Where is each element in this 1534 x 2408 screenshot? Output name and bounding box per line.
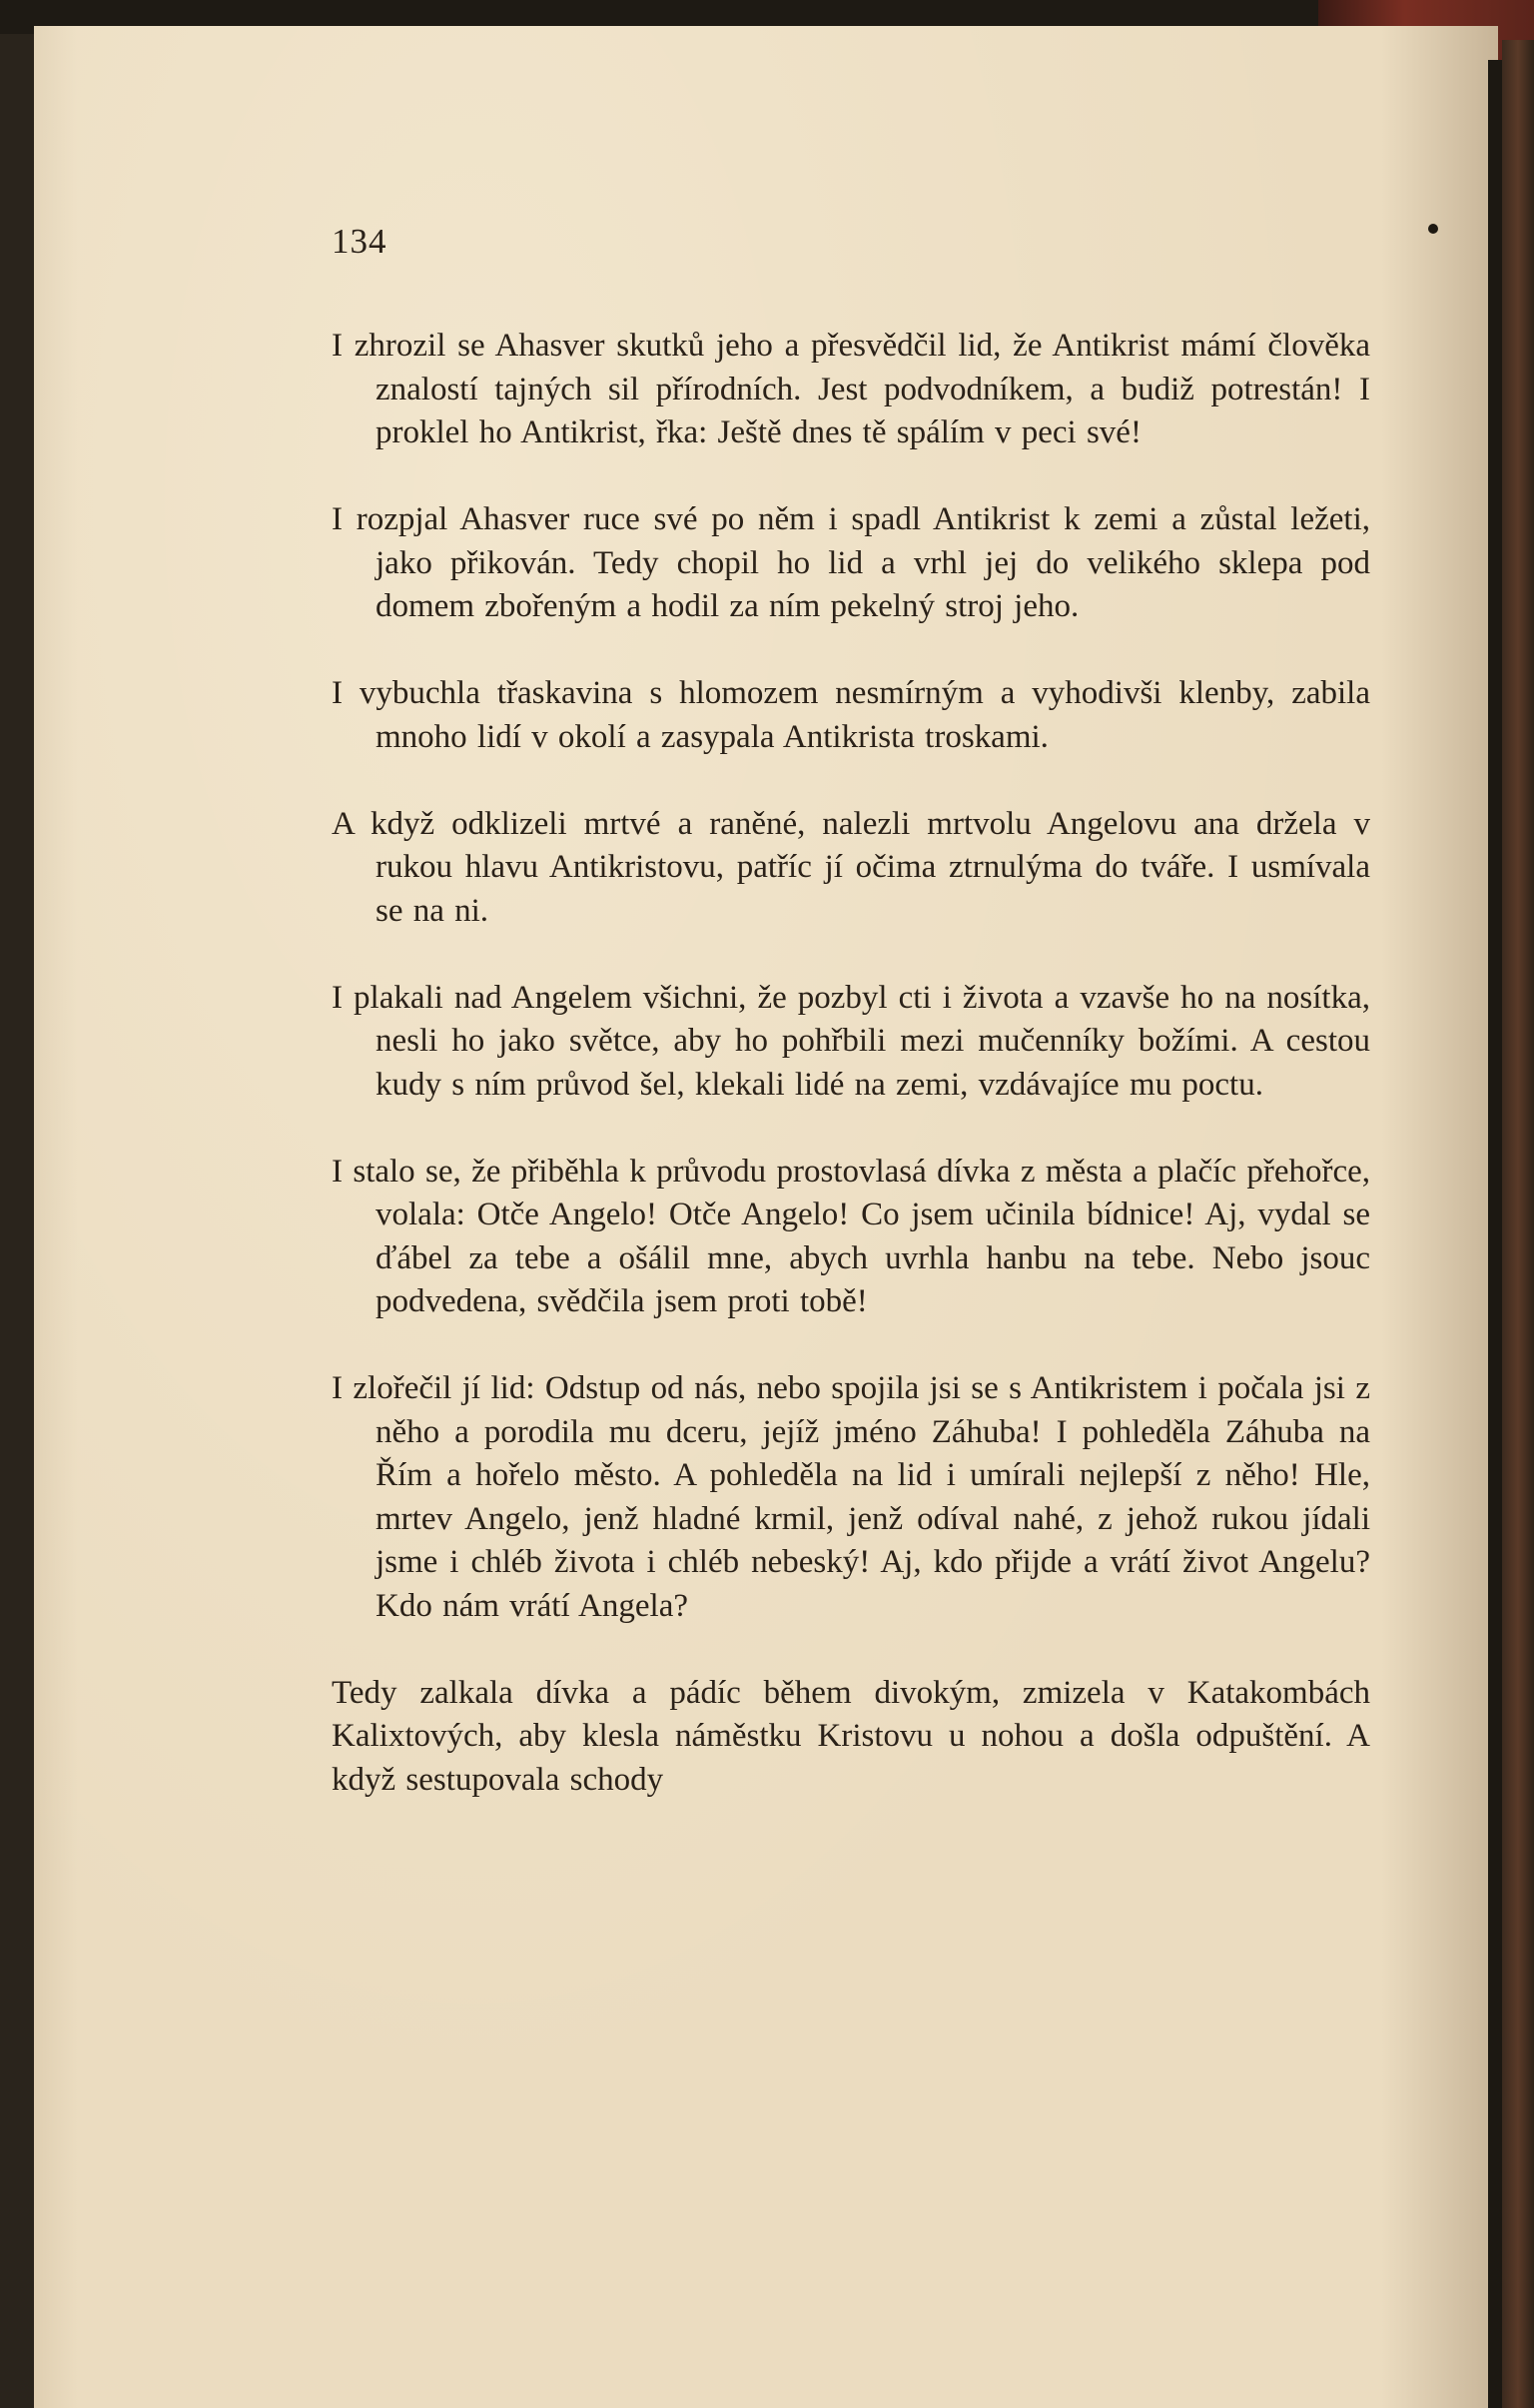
paragraph-7: I zlořečil jí lid: Odstup od nás, nebo spojila jsi se s Antikristem i počala jsi z něho a porodila mu dceru, jejíž jméno Záhuba! I pohleděla Záhuba na Řím a hořelo město. A pohleděla na lid i umírali nejlepší z něho! Hle, mrtev Angelo, jenž hladné krmil, jenž odíval nahé, z jehož rukou jídali jsme i chléb života i chléb nebeský! Aj, kdo přijde a vrátí život Angelu? Kdo nám vrátí Angela?	[332, 1370, 1370, 1624]
paragraph-3: I vybuchla třaskavina s hlomozem nesmírným a vyhodivši klenby, zabila mnoho lidí v okolí a zasypala Antikrista troskami.	[332, 675, 1370, 755]
page-text	[332, 325, 1370, 1846]
paragraph-2: I rozpjal Ahasver ruce své po něm i spadl Antikrist k zemi a zůstal ležeti, jako přikován. Tedy chopil ho lid a vrhl jej do velikého sklepa pod domem zbořeným a hodil za ním pekelný stroj jeho.	[332, 501, 1370, 624]
book-binding-edge	[1502, 40, 1534, 2408]
paragraph-1: I zhrozil se Ahasver skutků jeho a přesvědčil lid, že Antikrist mámí člověka znalostí tajných sil přírodních. Jest podvodníkem, a budiž potrestán! I proklel ho Antikrist, řka: Ještě dnes tě spálím v peci své!	[332, 328, 1370, 450]
paragraph-8: Tedy zalkala dívka a pádíc během divokým, zmizela v Katakombách Kalixtových, aby klesla náměstku Kristovu u nohou a došla odpuštění. A když sestupovala schody	[332, 1674, 1370, 1798]
page-gutter-shadow	[1488, 60, 1502, 2408]
paragraph-5: I plakali nad Angelem všichni, že pozbyl cti i života a vzavše ho na nosítka, nesli ho jako světce, aby ho pohřbili mezi mučenníky božími. A cestou kudy s ním průvod šel, klekali lidé na zemi, vzdávajíce mu poctu.	[332, 979, 1370, 1103]
ink-speck	[1428, 224, 1438, 234]
paragraph-6: I stalo se, že přiběhla k průvodu prostovlasá dívka z města a plačíc přehořce, volala: Otče Angelo! Otče Angelo! Co jsem učinila bídnice! Aj, vydal se ďábel za tebe a ošálil mne, abych uvrhla hanbu na tebe. Nebo jsouc podvedena, svědčila jsem proti tobě!	[332, 1153, 1370, 1319]
paragraph-4: A když odklizeli mrtvé a raněné, nalezli mrtvolu Angelovu ana držela v rukou hlavu Antikristovu, patříc jí očima ztrnulýma do tváře. I usmívala se na ni.	[332, 805, 1370, 929]
page-number: 134	[332, 222, 387, 261]
